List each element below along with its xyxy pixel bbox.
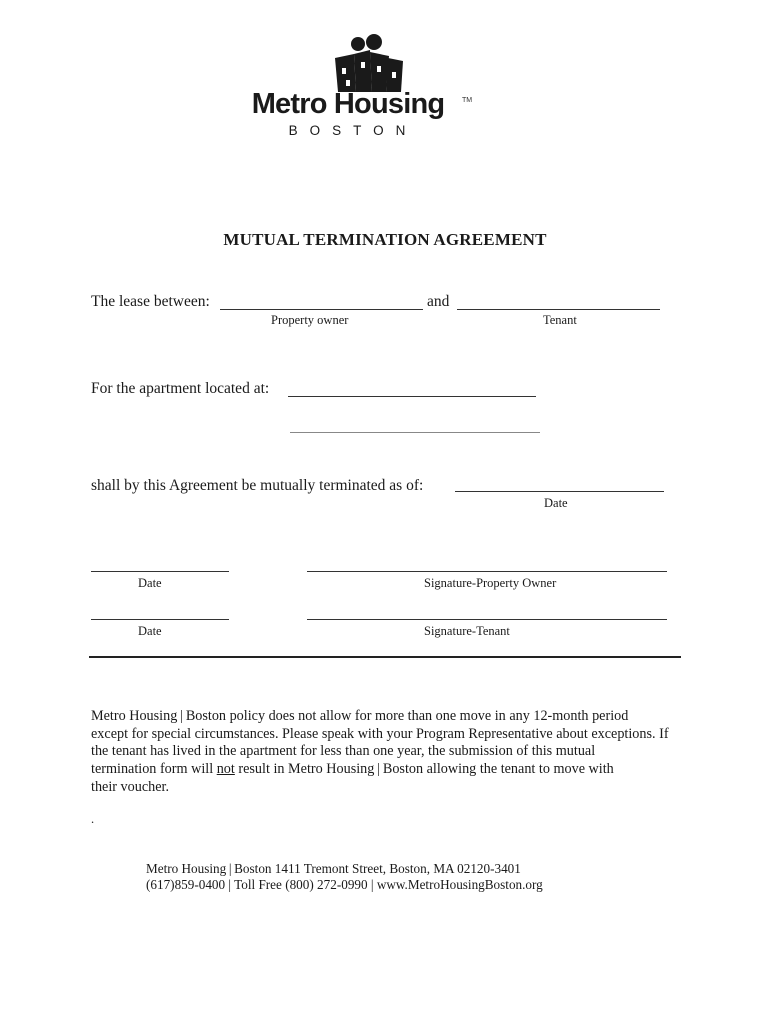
apartment-label: For the apartment located at: xyxy=(91,380,270,397)
lease-between-label: The lease between: xyxy=(91,293,210,310)
logo-trademark: TM xyxy=(462,97,473,104)
policy-line-5: their voucher. xyxy=(91,778,170,795)
document-title: MUTUAL TERMINATION AGREEMENT xyxy=(223,230,547,249)
policy-line-1: Metro Housing | Boston policy does not allow for more than one move in any 12-month period xyxy=(91,708,629,724)
owner-signature-date-field[interactable] xyxy=(91,571,229,572)
property-owner-signature-caption: Signature-Property Owner xyxy=(424,576,557,590)
policy-line-4-start: termination form will xyxy=(91,761,217,778)
tenant-signature-caption: Signature-Tenant xyxy=(424,624,510,638)
stray-dot: . xyxy=(91,812,95,826)
logo-wordmark: Metro Housing xyxy=(251,88,445,120)
tenant-caption: Tenant xyxy=(543,313,577,327)
property-owner-field[interactable] xyxy=(220,309,423,310)
metro-housing-logo-icon xyxy=(334,34,404,94)
property-owner-signature-field[interactable] xyxy=(307,571,667,572)
tenant-field[interactable] xyxy=(457,309,660,310)
section-divider xyxy=(89,656,681,658)
owner-signature-date-caption: Date xyxy=(138,576,162,590)
apartment-address-field-line-2[interactable] xyxy=(290,432,540,433)
tenant-signature-date-caption: Date xyxy=(138,624,162,638)
termination-date-caption: Date xyxy=(544,496,568,510)
apartment-address-field[interactable] xyxy=(288,396,536,397)
policy-emphasis-not: not xyxy=(216,761,235,778)
terminated-as-of-label: shall by this Agreement be mutually terminated as of: xyxy=(91,477,424,494)
policy-line-4-end: result in Metro Housing | Boston allowing the tenant to move with xyxy=(234,761,614,778)
tenant-signature-field[interactable] xyxy=(307,619,667,620)
policy-line-3: the tenant has lived in the apartment for less than one year, the submission of this mutual xyxy=(91,743,596,760)
and-label: and xyxy=(427,293,450,310)
policy-line-2: except for special circumstances. Please speak with your Program Representative about exceptions. If xyxy=(91,725,669,742)
policy-line-4 xyxy=(91,761,671,779)
policy-paragraph xyxy=(91,708,671,797)
footer-address: Metro Housing | Boston 1411 Tremont Street, Boston, MA 02120-3401 xyxy=(146,861,521,876)
footer-contact: (617)859-0400 | Toll Free (800) 272-0990 | www.MetroHousingBoston.org xyxy=(146,877,543,892)
logo-city: BOSTON xyxy=(288,123,418,138)
termination-date-field[interactable] xyxy=(455,491,664,492)
property-owner-caption: Property owner xyxy=(271,313,349,327)
tenant-signature-date-field[interactable] xyxy=(91,619,229,620)
